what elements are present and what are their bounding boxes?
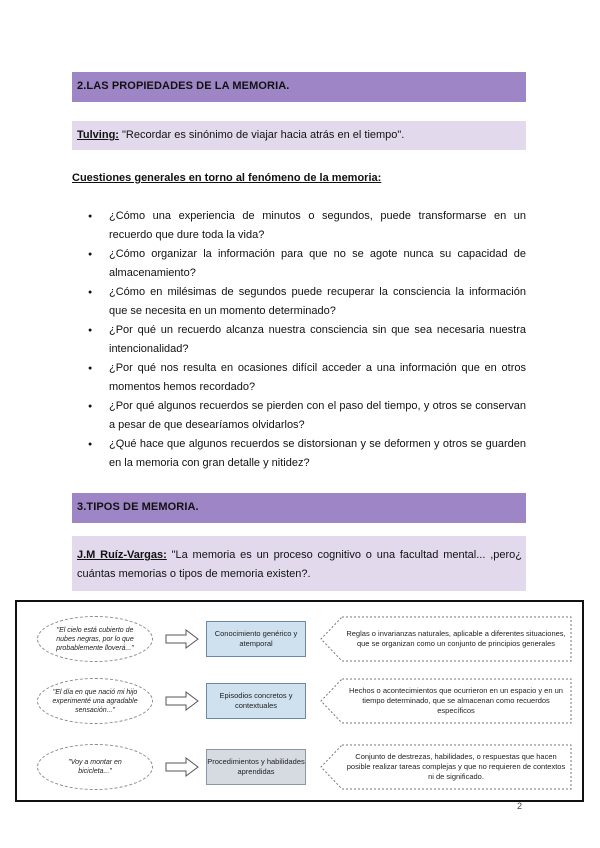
arrow-right-icon — [165, 757, 199, 777]
section-heading-text: 3.TIPOS DE MEMORIA. — [77, 501, 199, 513]
quote-box-ruiz-vargas — [72, 536, 526, 591]
list-item: ● ¿Cómo una experiencia de minutos o segundos, puede transformarse en un recuerdo que dure toda la vida? — [80, 207, 526, 245]
arrow-right-icon — [165, 629, 199, 649]
arrow-right-icon — [165, 691, 199, 711]
quote-paragraph — [77, 129, 404, 141]
description-tag — [320, 616, 572, 662]
list-item: ● ¿Cómo en milésimas de segundos puede recuperar la consciencia la información que se necesita en un momento determinado? — [80, 283, 526, 321]
quote-author: Tulving: — [77, 129, 119, 141]
list-item: ● ¿Qué hace que algunos recuerdos se distorsionan y se deformen y otros se guarden en la memoria con gran detalle y nitidez? — [80, 435, 526, 473]
list-item: ● ¿Por qué algunos recuerdos se pierden con el paso del tiempo, y otros se conservan a pesar de que desearíamos olvidarlos? — [80, 397, 526, 435]
description-tag — [320, 678, 572, 724]
memory-type-box: Conocimiento genérico y atemporal — [206, 621, 306, 657]
example-ellipse: "El día en que nació mi hijo experimenté una agradable sensación..." — [37, 678, 153, 724]
section-heading-types — [72, 493, 526, 523]
memory-type-box: Episodios concretos y contextuales — [206, 683, 306, 719]
memory-types-diagram — [15, 600, 584, 802]
quote-text: "La memoria es un proceso cognitivo o una facultad mental... ,pero¿ cuántas memorias o tipos de memoria existen?. — [77, 549, 522, 580]
quote-text: "Recordar es sinónimo de viajar hacia atrás en el tiempo". — [118, 129, 405, 141]
example-ellipse: "El cielo está cubierto de nubes negras, por lo que probablemente lloverá..." — [37, 616, 153, 662]
section-heading-text: 2.LAS PROPIEDADES DE LA MEMORIA. — [77, 80, 290, 92]
subheading: Cuestiones generales en torno al fenómeno de la memoria: — [72, 172, 382, 184]
quote-author: J.M Ruíz-Vargas: — [77, 549, 167, 561]
description-text: Reglas o invarianzas naturales, aplicable a diferentes situaciones, que se organizan como un conjunto de principios generales — [346, 629, 566, 648]
list-item: ● ¿Por qué un recuerdo alcanza nuestra consciencia sin que sea necesaria nuestra intencionalidad? — [80, 321, 526, 359]
description-tag — [320, 744, 572, 790]
list-item: ● ¿Por qué nos resulta en ocasiones difícil acceder a una información que en otros momentos hemos recordado? — [80, 359, 526, 397]
quote-box-tulving — [72, 121, 526, 150]
description-text: Hechos o acontecimientos que ocurrieron en un espacio y en un tiempo determinado, que se almacenan como recuerdos específicos — [349, 686, 563, 715]
quote-paragraph — [77, 546, 522, 584]
description-text: Conjunto de destrezas, habilidades, o respuestas que hacen posible realizar tareas complejas y que no requieren de contextos ni de significado. — [346, 752, 566, 781]
page-number: 2 — [517, 801, 523, 811]
example-ellipse: "Voy a montar en bicicleta..." — [37, 744, 153, 790]
list-item: ● ¿Cómo organizar la información para que no se agote nunca su capacidad de almacenamiento? — [80, 245, 526, 283]
memory-type-box: Procedimientos y habilidades aprendidas — [206, 749, 306, 785]
questions-list — [80, 207, 526, 473]
section-heading-properties — [72, 72, 526, 102]
